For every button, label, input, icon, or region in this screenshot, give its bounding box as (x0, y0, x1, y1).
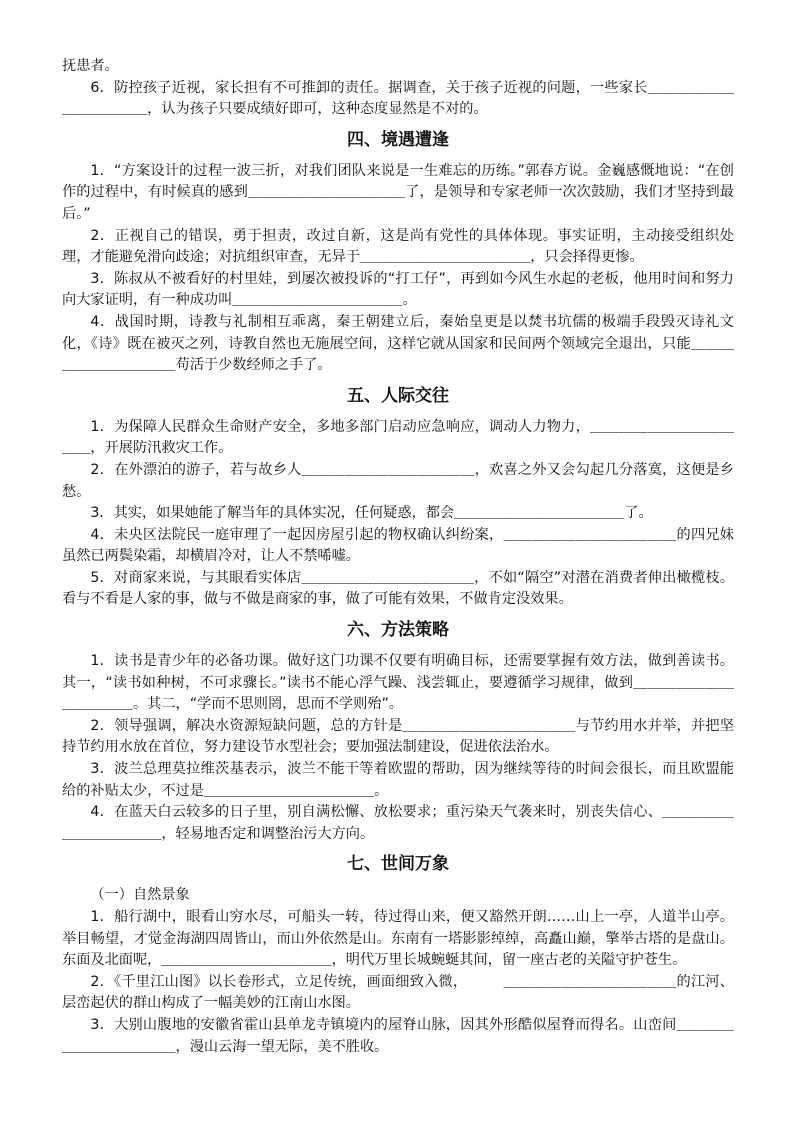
paragraph-item: 4．战国时期，诗教与礼制相互乖离，秦王朝建立后，秦始皇更是以焚书坑儒的极端手段毁灭诗礼文化，《诗》既在被灭之列，诗教自然也无施展空间，这样它就从国家和民间两个领域完全退出，只能＿＿＿＿＿＿＿＿＿＿＿苟活于少数经师之手了。 (62, 313, 734, 374)
section-heading-5: 五、人际交往 (347, 385, 449, 406)
paragraph-item: 1．船行湖中，眼看山穷水尽，可船头一转，待过得山来，便又豁然开朗……山上一亭，人道半山亭。举目畅望，才觉金海湖四周皆山，而山外依然是山。东南有一塔影影绰绰，高矗山巅，擎举古塔的是盘山。东面及北面呢，＿＿＿＿＿＿＿＿＿＿＿＿，明代万里长城蜿蜒其间，留一座古老的关隘守护苍生。 (62, 909, 734, 969)
paragraph-item: 3．波兰总理莫拉维茨基表示，波兰不能干等着欧盟的帮助，因为继续等待的时间会很长，而且欧盟能给的补贴太少，不过是＿＿＿＿＿＿＿＿＿＿＿＿。 (62, 761, 734, 799)
paragraph-item: 4．在蓝天白云较多的日子里，别自满松懈、放松要求；重污染天气袭来时，别丧失信心、＿＿＿＿＿＿＿＿＿＿＿＿，轻易地否定和调整治污大方向。 (62, 804, 734, 842)
paragraph-item: 2．正视自己的错误，勇于担责，改过自新，这是尚有党性的具体体现。事实证明，主动接受组织处理，才能避免滑向歧途；对抗组织审查，无异于＿＿＿＿＿＿＿＿＿＿＿＿，只会择得更惨。 (62, 227, 734, 266)
paragraph-item: 2．在外漂泊的游子，若与故乡人＿＿＿＿＿＿＿＿＿＿＿＿，欢喜之外又会勾起几分落寞，这便是乡愁。 (62, 461, 734, 500)
document-page (62, 56, 734, 1058)
paragraph-item: 2．领导强调，解决水资源短缺问题，总的方针是＿＿＿＿＿＿＿＿＿＿＿＿与节约用水并举，并把坚持节约用水放在首位，努力建设节水型社会；要加强法制建设，促进依法治水。 (62, 717, 734, 756)
paragraph-item: 3．其实，如果她能了解当年的具体实况，任何疑惑，都会＿＿＿＿＿＿＿＿＿＿＿＿了。 (90, 505, 653, 522)
paragraph-item: 1．为保障人民群众生命财产安全，多地多部门启动应急响应，调动人力物力，＿＿＿＿＿＿＿＿＿＿＿＿，开展防汛救灾工作。 (62, 418, 734, 457)
paragraph-item: 2．《千里江山图》以长卷形式，立足传统，画面细致入微， ＿＿＿＿＿＿＿＿＿＿＿＿的江河、层峦起伏的群山构成了一幅美妙的江南山水图。 (62, 973, 734, 1012)
paragraph-item: 3．陈叔从不被看好的村里娃，到屡次被投诉的“打工仔”，再到如今风生水起的老板，他用时间和努力向大家证明，有一种成功叫＿＿＿＿＿＿＿＿＿＿＿＿。 (62, 270, 734, 309)
paragraph-item: 1．“方案设计的过程一波三折，对我们团队来说是一生难忘的历练。”郭春方说。金巍感慨地说：“在创作的过程中，有时候真的感到＿＿＿＿＿＿＿＿＿＿＿了，是领导和专家老师一次次鼓励，我们才坚持到最后。” (62, 162, 734, 222)
section-heading-7: 七、世间万象 (347, 854, 449, 875)
paragraph-item: 6．防控孩子近视，家长担有不可推卸的责任。据调查，关于孩子近视的问题，一些家长＿＿＿＿＿＿＿＿＿＿＿＿，认为孩子只要成绩好即可，这种态度显然是不对的。 (62, 79, 734, 118)
paragraph-continuation: 抚患者。 (62, 58, 119, 74)
subsection-heading: （一）自然景象 (90, 887, 190, 904)
paragraph-item: 3．大别山腹地的安徽省霍山县单龙寺镇境内的屋脊山脉，因其外形酷似屋脊而得名。山峦间＿＿＿＿＿＿＿＿＿＿＿＿，漫山云海一望无际，美不胜收。 (62, 1016, 734, 1055)
paragraph-item: 4．未央区法院民一庭审理了一起因房屋引起的物权确认纠纷案，＿＿＿＿＿＿＿＿＿＿＿＿的四兄妹虽然已两鬓染霜，却横眉冷对，让人不禁唏嘘。 (62, 526, 734, 565)
paragraph-item: 5．对商家来说，与其眼看实体店＿＿＿＿＿＿＿＿＿＿＿＿，不如“隔空”对潜在消费者伸出橄榄枝。看与不看是人家的事，做与不做是商家的事，做了可能有效果，不做肯定没效果。 (62, 569, 734, 608)
section-heading-4: 四、境遇遭逢 (347, 129, 449, 150)
section-heading-6: 六、方法策略 (347, 620, 449, 641)
paragraph-item: 1．读书是青少年的必备功课。做好这门功课不仅要有明确目标，还需要掌握有效方法，做到善读书。其一，“读书如种树，不可求骤长。”读书不能心浮气躁、浅尝辄止，要遵循学习规律，做到＿＿＿＿＿＿＿＿＿＿＿＿。其二，“学而不思则罔，思而不学则殆”。 (62, 653, 734, 713)
